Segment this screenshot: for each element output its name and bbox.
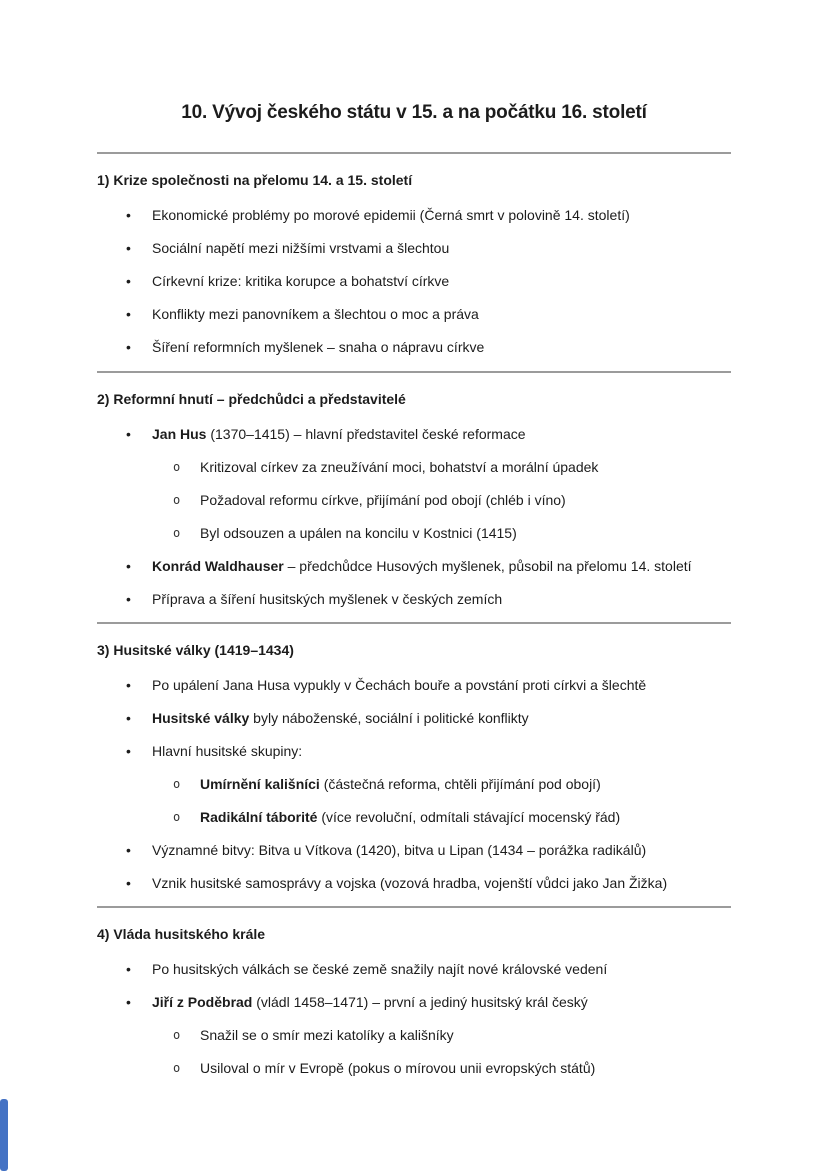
- bullet-icon: [126, 424, 131, 445]
- list-item: [97, 873, 731, 894]
- section-heading-3: 3) Husitské války (1419–1434): [97, 642, 294, 658]
- item-bold-text: Husitské války: [152, 710, 250, 726]
- circle-bullet-icon: [173, 490, 180, 511]
- item-text: Příprava a šíření husitských myšlenek v českých zemích: [152, 591, 503, 607]
- item-text: Po husitských válkách se české země snažily najít nové královské vedení: [152, 961, 608, 977]
- bullet-icon: [126, 589, 131, 610]
- item-text: – předchůdce Husových myšlenek, působil na přelomu 14. století: [283, 558, 692, 574]
- item-text: Usiloval o mír v Evropě (pokus o mírovou unii evropských států): [200, 1060, 596, 1076]
- list-item: [97, 490, 731, 511]
- list-item: [97, 304, 731, 325]
- bullet-icon: [126, 271, 131, 292]
- bullet-icon: [126, 205, 131, 226]
- item-bold-text: Jiří z Poděbrad: [152, 994, 253, 1010]
- bullet-icon: [126, 675, 131, 696]
- list-item: [97, 271, 731, 292]
- bullet-icon: [126, 337, 131, 358]
- bullet-list-2: [97, 424, 731, 610]
- list-item: [97, 1025, 731, 1046]
- bullet-icon: [126, 304, 131, 325]
- bullet-list-3: [97, 675, 731, 894]
- section-divider: [97, 622, 731, 624]
- list-item: [97, 457, 731, 478]
- bullet-icon: [126, 992, 131, 1013]
- section-heading-2: 2) Reformní hnutí – předchůdci a představitelé: [97, 391, 406, 407]
- item-text: (částečná reforma, chtěli přijímání pod obojí): [319, 776, 601, 792]
- item-text: Konflikty mezi panovníkem a šlechtou o moc a práva: [152, 306, 479, 322]
- circle-bullet-icon: [173, 457, 180, 478]
- section-divider: [97, 371, 731, 373]
- section-divider: [97, 906, 731, 908]
- section-heading-1: 1) Krize společnosti na přelomu 14. a 15. století: [97, 172, 413, 188]
- list-item: [97, 708, 731, 729]
- bullet-icon: [126, 959, 131, 980]
- item-text: Církevní krize: kritika korupce a bohatství církve: [152, 273, 450, 289]
- item-text: Požadoval reformu církve, přijímání pod obojí (chléb i víno): [200, 492, 566, 508]
- item-text: Byl odsouzen a upálen na koncilu v Kostnici (1415): [200, 525, 517, 541]
- item-bold-text: Umírnění kališníci: [200, 776, 320, 792]
- item-text: (vládl 1458–1471) – první a jediný husitský král český: [252, 994, 588, 1010]
- page-title: 10. Vývoj českého státu v 15. a na počátku 16. století: [181, 102, 647, 123]
- item-text: Šíření reformních myšlenek – snaha o nápravu církve: [152, 339, 485, 355]
- item-text: (více revoluční, odmítali stávající mocenský řád): [317, 809, 621, 825]
- item-text: Ekonomické problémy po morové epidemii (Černá smrt v polovině 14. století): [152, 207, 630, 223]
- list-item: [97, 807, 731, 828]
- list-item: [97, 992, 731, 1013]
- list-item: [97, 774, 731, 795]
- circle-bullet-icon: [173, 774, 180, 795]
- circle-bullet-icon: [173, 1025, 180, 1046]
- item-bold-text: Radikální táborité: [200, 809, 318, 825]
- bullet-icon: [126, 556, 131, 577]
- bullet-list-4: [97, 959, 731, 1079]
- item-text: Sociální napětí mezi nižšími vrstvami a šlechtou: [152, 240, 450, 256]
- bullet-list-1: [97, 205, 731, 358]
- item-bold-text: Jan Hus: [152, 426, 207, 442]
- bullet-icon: [126, 708, 131, 729]
- item-text: Vznik husitské samosprávy a vojska (vozová hradba, vojenští vůdci jako Jan Žižka): [152, 875, 668, 891]
- bullet-icon: [126, 840, 131, 861]
- list-item: [97, 556, 731, 577]
- bullet-icon: [126, 873, 131, 894]
- item-bold-text: Konrád Waldhauser: [152, 558, 284, 574]
- bullet-icon: [126, 741, 131, 762]
- list-item: [97, 589, 731, 610]
- list-item: [97, 959, 731, 980]
- item-text: Hlavní husitské skupiny:: [152, 743, 303, 759]
- circle-bullet-icon: [173, 523, 180, 544]
- list-item: [97, 840, 731, 861]
- list-item: [97, 238, 731, 259]
- list-item: [97, 741, 731, 762]
- list-item: [97, 205, 731, 226]
- section-divider: [97, 152, 731, 154]
- list-item: [97, 337, 731, 358]
- circle-bullet-icon: [173, 807, 180, 828]
- item-text: Kritizoval církev za zneužívání moci, bohatství a morální úpadek: [200, 459, 599, 475]
- bullet-icon: [126, 238, 131, 259]
- section-heading-4: 4) Vláda husitského krále: [97, 926, 266, 942]
- list-item: [97, 424, 731, 445]
- item-text: (1370–1415) – hlavní představitel české reformace: [206, 426, 526, 442]
- item-text: byly náboženské, sociální i politické konflikty: [249, 710, 529, 726]
- blue-accent-bar: [0, 1099, 8, 1171]
- item-text: Snažil se o smír mezi katolíky a kališníky: [200, 1027, 454, 1043]
- list-item: [97, 675, 731, 696]
- circle-bullet-icon: [173, 1058, 180, 1079]
- item-text: Po upálení Jana Husa vypukly v Čechách bouře a povstání proti církvi a šlechtě: [152, 677, 647, 693]
- item-text: Významné bitvy: Bitva u Vítkova (1420), bitva u Lipan (1434 – porážka radikálů): [152, 842, 647, 858]
- list-item: [97, 523, 731, 544]
- list-item: [97, 1058, 731, 1079]
